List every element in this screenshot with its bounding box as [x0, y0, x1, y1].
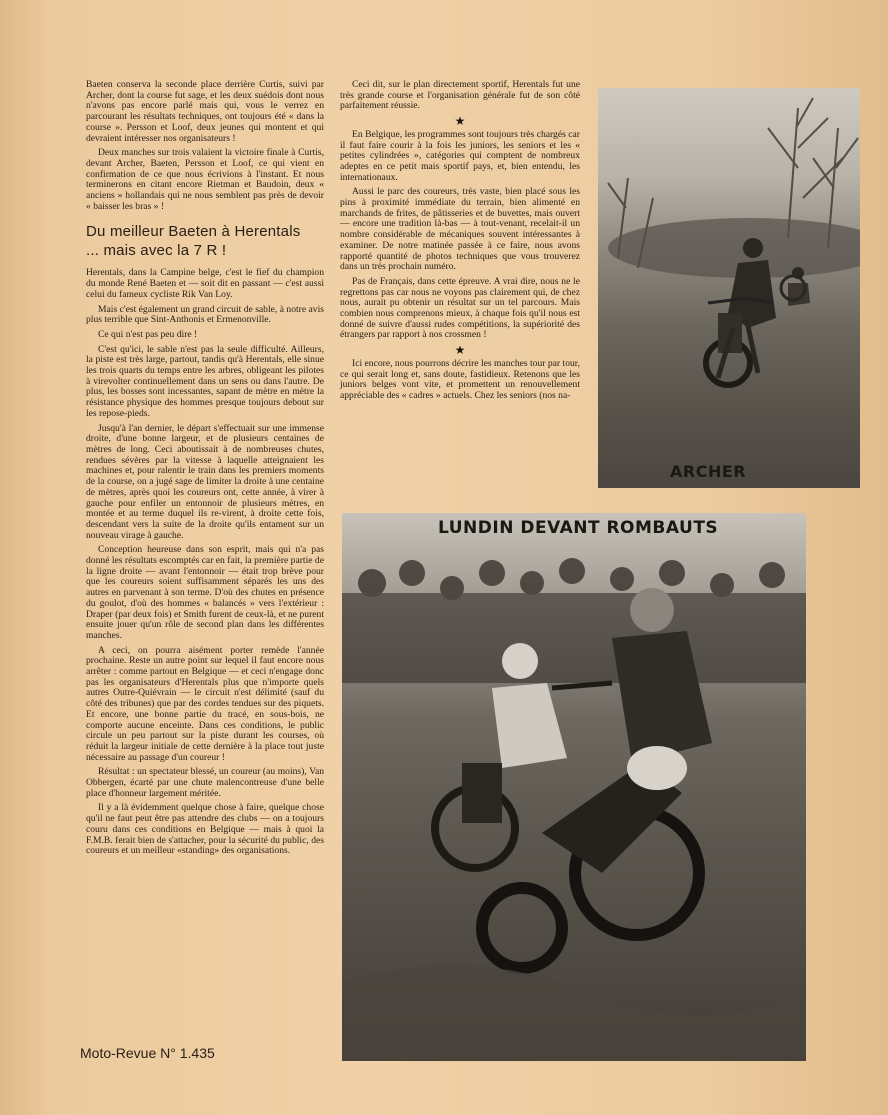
article-subheading	[86, 222, 324, 260]
article-paragraph: Résultat : un spectateur blessé, un coureur (au moins), Van Obbergen, écarté par une chute malencontreuse d'une belle place d'honneur largement méritée.	[86, 766, 324, 799]
photo-caption-archer: ARCHER	[670, 462, 747, 481]
article-paragraph: Conception heureuse dans son esprit, mais qui n'a pas donné les résultats escomptés car en fait, la première partie de la ligne droite — avant l'entonnoir — était trop brève pour que les coureurs soient suffisamment séparés les uns des autres en parvenant à son terme. D'où des chutes en présence du goulot, d'où des hommes « balancés » vers l'extérieur : Draper (par deux fois) et Smith furent de ceux-là, et ne purent ensuite jouer qu'un rôle de second plan dans les différentes manches.	[86, 544, 324, 641]
article-paragraph: Baeten conserva la seconde place derrière Curtis, suivi par Archer, dont la course fut sage, et les deux suédois dont nous n'avons pas encore parlé mais qui, vous le verrez en parcourant les résultats techniques, ont toujours été « dans la course ». Persson et Loof, deux jeunes qui montent et qui devraient intéresser nos organisateurs !	[86, 79, 324, 144]
article-paragraph: Ici encore, nous pourrons décrire les manches tour par tour, ce qui serait long et, sans doute, fastidieux. Retenons que les juniors belges vont vite, et promettent un renouvellement appréciable des « cadres » actuels. Chez les seniors (nos na-	[340, 357, 580, 401]
photo-lundin-rombauts-race	[342, 513, 806, 1061]
article-paragraphs-b	[340, 130, 580, 341]
article-paragraph: C'est qu'ici, le sable n'est pas la seule difficulté. Ailleurs, la piste est très large, partout, tandis qu'à Herentals, elle sinue les trois quarts du temps entre les arbres, obligeant les pilotes à virevolter continuellement dans un sens ou dans l'autre. De plus, les bosses sont incessantes, sapant de mètre en mètre la résistance physique des hommes presque toujours debout sur les repose-pieds.	[86, 343, 324, 419]
section-separator-star: ★	[454, 114, 466, 129]
article-column-middle	[340, 80, 580, 406]
photo-lundin-illustration	[342, 513, 806, 1061]
article-paragraphs-a	[340, 80, 580, 112]
photo-archer-illustration	[598, 88, 860, 488]
article-paragraph: Mais c'est également un grand circuit de sable, à notre avis plus terrible que Sint-Anthonis et Ermenonville.	[86, 303, 324, 326]
article-column-left	[86, 80, 324, 861]
article-paragraphs-top	[86, 80, 324, 212]
article-paragraph: En Belgique, les programmes sont toujours très chargés car il faut faire courir à la fois les juniors, les seniors et les « petites cylindrées », catégories qui comptent de nombreux adeptes en ce petit mais sportif pays, et, bien entendu, les internationaux.	[340, 128, 580, 183]
subheading-line-2: ... mais avec la 7 R !	[86, 242, 227, 260]
article-paragraph: Jusqu'à l'an dernier, le départ s'effectuait sur une immense droite, d'une bonne largeur, et de plusieurs centaines de mètres de long. Ceci aboutissait à de nombreuses chutes, rendues sévères par la vitesse à laquelle atteignaient les machines et, pour ralentir le train dans les premiers moments de la course, on a jugé sage de limiter la droite à une centaine de mètres, après quoi les coureurs ont, cette année, à virer à gauche pour enfiler un entonnoir de plusieurs mètres, en montée et au terme duquel ils re-virent, à droite cette fois, descendant vers la suite de la droite qu'ils entament sur un nouveau virage à gauche.	[86, 422, 324, 541]
article-paragraph: Aussi le parc des coureurs, très vaste, bien placé sous les pins à proximité immédiate du terrain, bien alimenté en marchands de frites, de pâtisseries et de buvettes, mais ouvert — encore une tradition là-bas — à tout-venant, recelait-il un nombre considérable de mécaniques souvent intéressantes à examiner. De notre matinée passée à ce faire, nous avons rapporté quantité de photos techniques que vous trouverez dans un très prochain numéro.	[340, 186, 580, 273]
article-paragraph: Ceci dit, sur le plan directement sportif, Herentals fut une très grande course et l'organisation générale fut de son côté parfaitement réussie.	[340, 79, 580, 112]
page-footer-issue-number: Moto-Revue N° 1.435	[80, 1045, 215, 1061]
section-separator-star: ★	[454, 343, 466, 358]
article-paragraph: Il y a là évidemment quelque chose à faire, quelque chose qu'il ne faut peut être pas attendre des clubs — on a toujours couru dans ces conditions en Belgique — mais à quoi la F.M.B. ferait bien de s'attacher, pour la sécurité du public, des coureurs et un meilleur «standing» des organisations.	[86, 802, 324, 857]
article-paragraph: Deux manches sur trois valaient la victoire finale à Curtis, devant Archer, Baeten, Persson et Loof, ce qui vient en confirmation de ce que nous écrivions à l'instant. Et nous terminerons en citant encore Rietman et Baudoin, deux « anciens » hollandais qui ne nous semblent pas près de devoir « baisser les bras » !	[86, 147, 324, 212]
subheading-line-1: Du meilleur Baeten à Herentals	[86, 223, 301, 241]
article-paragraph: Herentals, dans la Campine belge, c'est le fief du champion du monde René Baeten et — soit dit en passant — c'est aussi celui du fameux cycliste Rik Van Loy.	[86, 267, 324, 300]
article-paragraphs-bottom	[86, 268, 324, 857]
article-paragraphs-c	[340, 359, 580, 402]
article-paragraph: Pas de Français, dans cette épreuve. A vrai dire, nous ne le regrettons pas car nous ne voyons pas clairement qui, de chez nous, aurait pu obtenir un résultat sur un tel parcours. Mais combien nous comprenons mieux, à chaque fois qu'il nous est donné de suivre d'aussi rudes compétitions, la supériorité des étrangers par rapport à nos crossmen !	[340, 275, 580, 341]
article-paragraph: A ceci, on pourra aisément porter remède l'année prochaine. Reste un autre point sur lequel il faut encore nous arrêter : comme partout en Belgique — et ceci n'engage donc pas les organisateurs d'Herentals plus que n'importe quels autres Outre-Quiévrain — le circuit n'est délimité (sauf du côté des tribunes) que par des cordes tendues sur des piquets. Et encore, une bonne partie du tracé, en sous-bois, ne comporte aucune enceinte. Dans ces conditions, le public circule un peu partout sur la piste durant les courses, où réduit la largeur initiale de cette dernière à la place tout juste nécessaire au passage d'un coureur !	[86, 644, 324, 763]
photo-caption-lundin: LUNDIN DEVANT ROMBAUTS	[438, 518, 719, 538]
article-paragraph: Ce qui n'est pas peu dire !	[98, 328, 198, 340]
photo-archer-rider	[598, 88, 860, 488]
